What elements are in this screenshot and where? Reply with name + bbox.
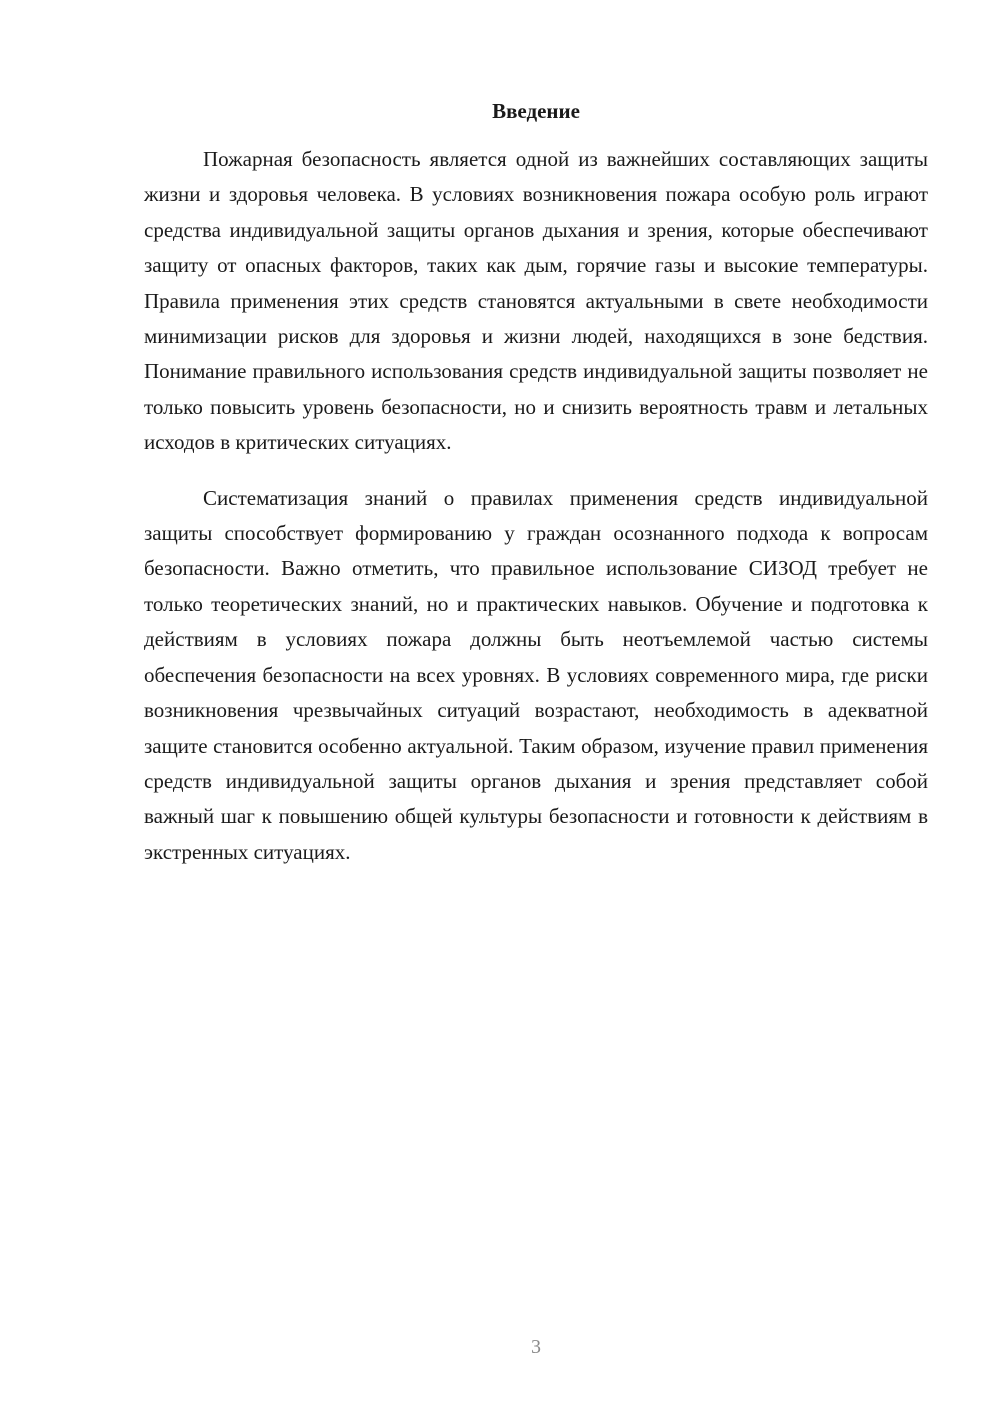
page-number: 3 xyxy=(531,1336,541,1358)
section-heading: Введение xyxy=(492,99,580,123)
paragraph-2: Систематизация знаний о правилах применения средств индивидуальной защиты способствует формированию у граждан осознанного подхода к вопросам безопасности. Важно отметить, что правильное использование СИЗОД требует не только теоретических знаний, но и практических навыков. Обучение и подготовка к действиям в условиях пожара должны быть неотъемлемой частью системы обеспечения безопасности на всех уровнях. В условиях современного мира, где риски возникновения чрезвычайных ситуаций возрастают, необходимость в адекватной защите становится особенно актуальной. Таким образом, изучение правил применения средств индивидуальной защиты органов дыхания и зрения представляет собой важный шаг к повышению общей культуры безопасности и готовности к действиям в экстренных ситуациях. xyxy=(144,485,928,864)
paragraph-1: Пожарная безопасность является одной из важнейших составляющих защиты жизни и здоровья человека. В условиях возникновения пожара особую роль играют средства индивидуальной защиты органов дыхания и зрения, которые обеспечивают защиту от опасных факторов, таких как дым, горячие газы и высокие температуры. Правила применения этих средств становятся актуальными в свете необходимости минимизации рисков для здоровья и жизни людей, находящихся в зоне бедствия. Понимание правильного использования средств индивидуальной защиты позволяет не только повысить уровень безопасности, но и снизить вероятность травм и летальных исходов в критических ситуациях. xyxy=(144,147,928,455)
body-text xyxy=(144,142,928,870)
